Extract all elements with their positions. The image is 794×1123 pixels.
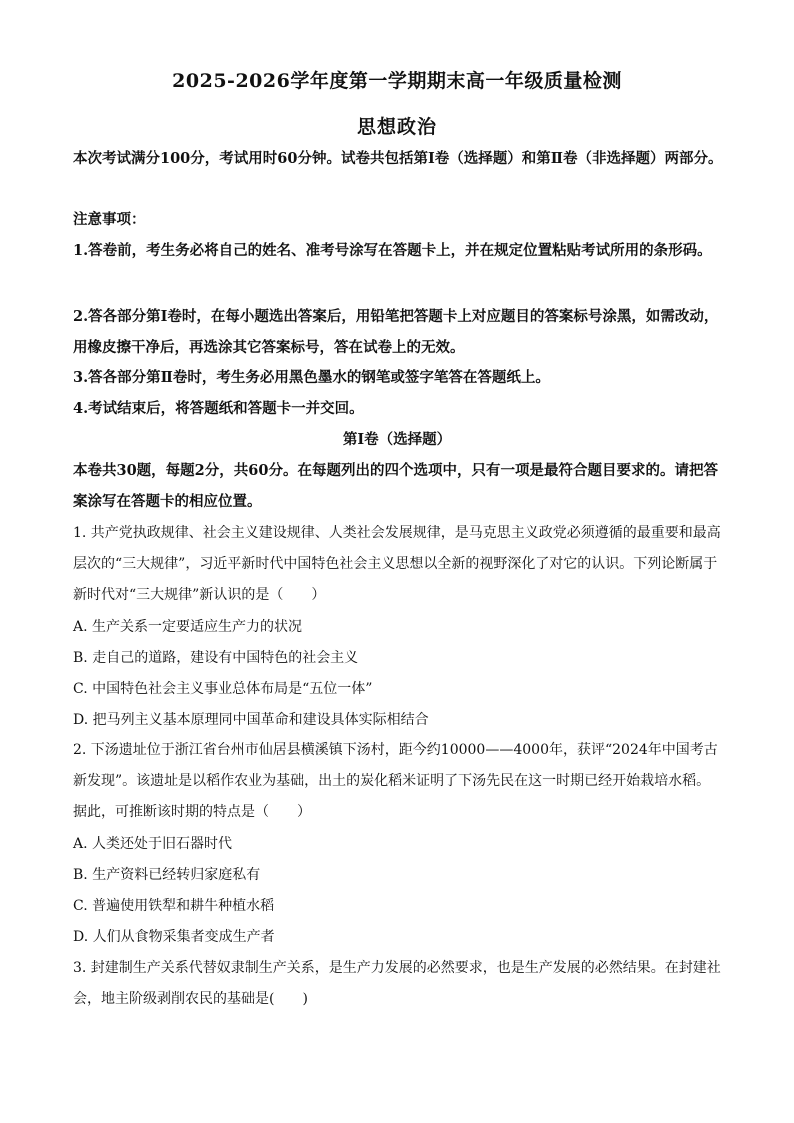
question-2-option-c: C. 普遍使用铁犁和耕牛种植水稻 bbox=[73, 898, 275, 914]
section-description: 本卷共30题，每题2分，共60分。在每题列出的四个选项中，只有一项是最符合题目要求的。请把答案涂写在答题卡的相应位置。 bbox=[73, 462, 718, 510]
exam-intro: 本次考试满分100分，考试用时60分钟。试卷共包括第Ⅰ卷（选择题）和第Ⅱ卷（非选择题）两部分。 bbox=[73, 150, 723, 167]
question-1-option-a: A. 生产关系一定要适应生产力的状况 bbox=[73, 619, 303, 635]
exam-title: 2025-2026学年度第一学期期末高一年级质量检测 bbox=[172, 70, 622, 92]
question-1-stem: 1. 共产党执政规律、社会主义建设规律、人类社会发展规律，是马克思主义政党必须遵循的最重要和最高层次的“三大规律”，习近平新时代中国特色社会主义思想以全新的视野深化了对它的认识。下列论断属于新时代对“三大规律”新认识的是（ ） bbox=[73, 525, 721, 603]
question-2-option-a: A. 人类还处于旧石器时代 bbox=[73, 836, 233, 852]
section-heading: 第Ⅰ卷（选择题） bbox=[342, 431, 452, 448]
question-1-option-b: B. 走自己的道路，建设有中国特色的社会主义 bbox=[73, 650, 359, 666]
question-2-stem: 2. 下汤遗址位于浙江省台州市仙居县横溪镇下汤村，距今约10000——4000年，获评“2024年中国考古新发现”。该遗址是以稻作农业为基础，出土的炭化稻米证明了下汤先民在这一时期已经开始栽培水稻。据此，可推断该时期的特点是（ ） bbox=[73, 742, 718, 820]
notice-item-3: 3.答各部分第Ⅱ卷时，考生务必用黑色墨水的钢笔或签字笔答在答题纸上。 bbox=[73, 369, 550, 386]
notice-item-4: 4.考试结束后，将答题纸和答题卡一并交回。 bbox=[73, 400, 364, 417]
question-3-stem: 3. 封建制生产关系代替奴隶制生产关系，是生产力发展的必然要求，也是生产发展的必然结果。在封建社会，地主阶级剥削农民的基础是( ) bbox=[73, 960, 721, 1007]
question-2-option-b: B. 生产资料已经转归家庭私有 bbox=[73, 867, 261, 883]
notice-item-2: 2.答各部分第Ⅰ卷时，在每小题选出答案后，用铅笔把答题卡上对应题目的答案标号涂黑，如需改动，用橡皮擦干净后，再选涂其它答案标号，答在试卷上的无效。 bbox=[73, 308, 719, 356]
exam-subject: 思想政治 bbox=[356, 116, 437, 138]
notice-label: 注意事项： bbox=[73, 211, 146, 228]
question-1-option-d: D. 把马列主义基本原理同中国革命和建设具体实际相结合 bbox=[73, 712, 429, 728]
question-1-option-c: C. 中国特色社会主义事业总体布局是“五位一体” bbox=[73, 681, 373, 697]
question-2-option-d: D. 人们从食物采集者变成生产者 bbox=[73, 929, 275, 945]
notice-item-1: 1.答卷前，考生务必将自己的姓名、准考号涂写在答题卡上，并在规定位置粘贴考试所用的条形码。 bbox=[73, 242, 712, 259]
